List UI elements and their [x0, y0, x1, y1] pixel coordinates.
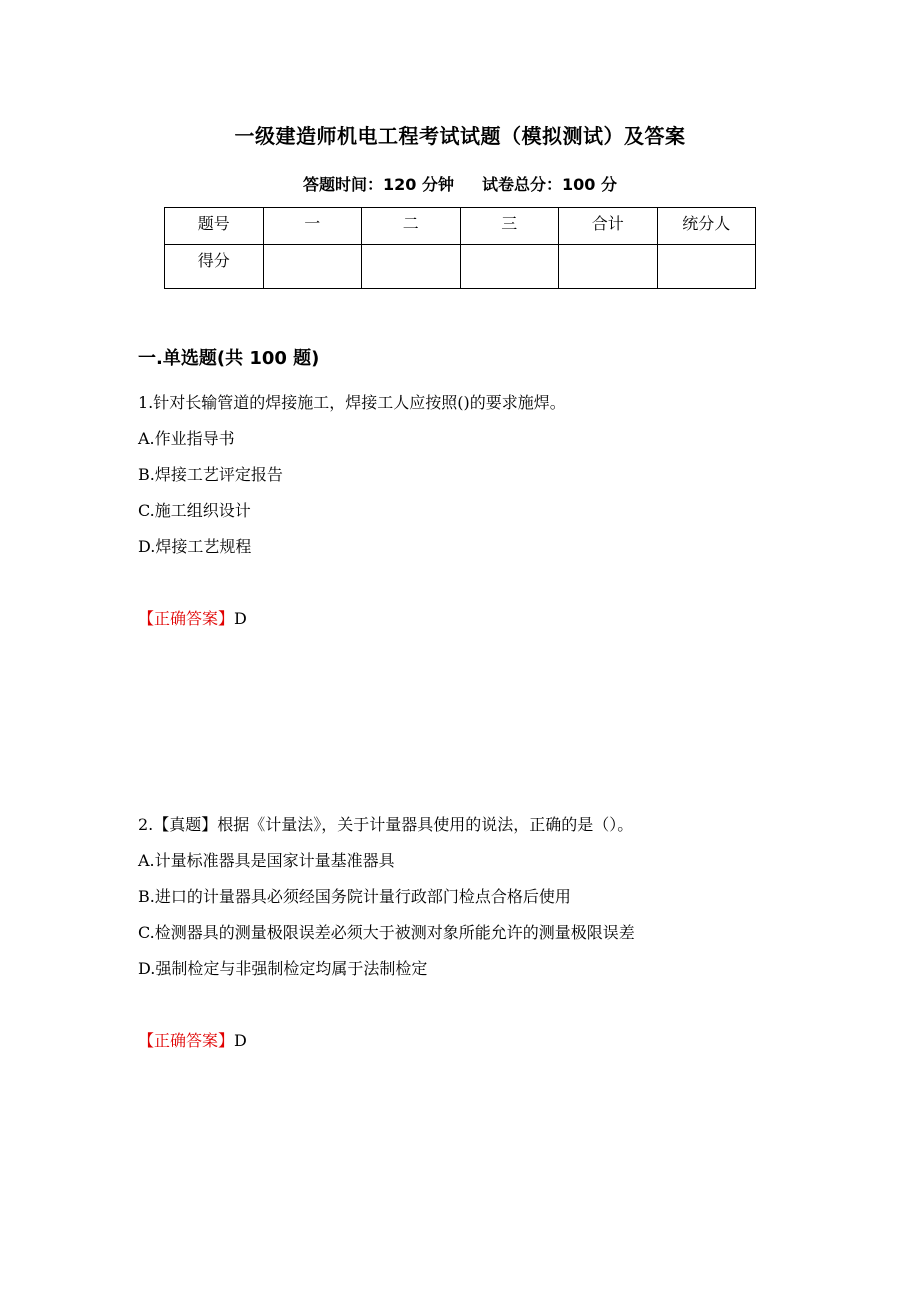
question-option: C.检测器具的测量极限误差必须大于被测对象所能允许的测量极限误差: [138, 923, 635, 942]
answer-label: 【正确答案】: [138, 609, 235, 628]
score-table-header-cell: 二: [362, 208, 461, 245]
score-cell: [263, 245, 362, 289]
score-table-header-cell: 统分人: [657, 208, 756, 245]
answer-value: D: [234, 609, 247, 628]
score-table-header-cell: 题号: [165, 208, 264, 245]
score-table-header-cell: 三: [460, 208, 559, 245]
question-option: A.作业指导书: [138, 429, 235, 448]
question-stem: 1.针对长输管道的焊接施工，焊接工人应按照()的要求施焊。: [138, 393, 566, 412]
question-option: B.进口的计量器具必须经国务院计量行政部门检点合格后使用: [138, 887, 571, 906]
score-cell: [559, 245, 658, 289]
answer-label: 【正确答案】: [138, 1031, 235, 1050]
question-option: A.计量标准器具是国家计量基准器具: [138, 851, 395, 870]
question-option: D.焊接工艺规程: [138, 537, 252, 556]
document-title: 一级建造师机电工程考试试题（模拟测试）及答案: [234, 124, 686, 148]
correct-answer: [138, 607, 247, 631]
exam-meta: [0, 174, 920, 196]
question-option: C.施工组织设计: [138, 501, 251, 520]
score-table-header-cell: 一: [263, 208, 362, 245]
score-table: [164, 207, 756, 289]
question-stem: 2.【真题】根据《计量法》，关于计量器具使用的说法，正确的是（）。: [138, 815, 634, 834]
score-table-header-row: [165, 208, 756, 245]
question-option: B.焊接工艺评定报告: [138, 465, 283, 484]
answer-value: D: [234, 1031, 247, 1050]
score-table-header-cell: 合计: [559, 208, 658, 245]
question-option: D.强制检定与非强制检定均属于法制检定: [138, 959, 428, 978]
exam-time: 答题时间：120 分钟: [303, 175, 454, 194]
score-table-score-row: [165, 245, 756, 289]
score-cell: [362, 245, 461, 289]
score-cell: [657, 245, 756, 289]
correct-answer: [138, 1029, 247, 1053]
section-title: 一.单选题(共 100 题): [138, 348, 320, 369]
total-score: 试卷总分：100 分: [482, 175, 617, 194]
score-row-label: 得分: [165, 245, 264, 289]
score-cell: [460, 245, 559, 289]
